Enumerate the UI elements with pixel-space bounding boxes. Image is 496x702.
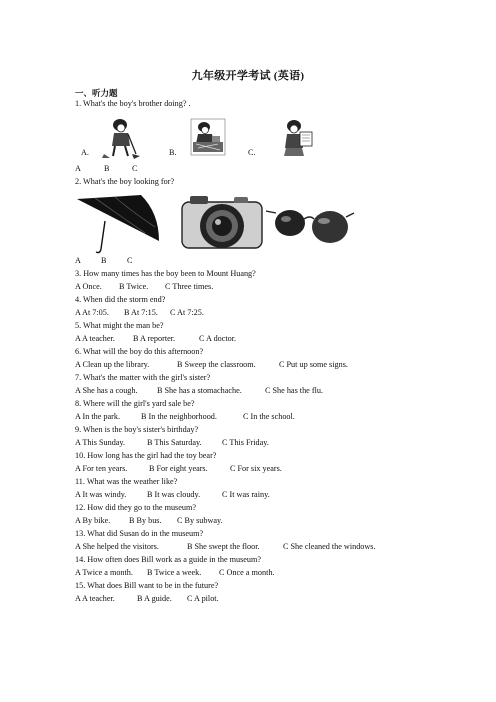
q10-option-c[interactable]: C For six years. <box>230 464 282 473</box>
q2-answer-row <box>75 256 132 266</box>
q4-options <box>75 308 204 318</box>
q2-option-b[interactable]: B <box>101 256 107 265</box>
question-11: 11. What was the weather like? <box>75 477 178 486</box>
q12-option-a[interactable]: A By bike. <box>75 516 111 525</box>
q14-options <box>75 568 274 578</box>
q10-option-b[interactable]: B For eight years. <box>149 464 208 473</box>
q13-option-b[interactable]: B She swept the floor. <box>187 542 260 551</box>
q10-options <box>75 464 282 474</box>
q15-option-a[interactable]: A A teacher. <box>75 594 115 603</box>
q12-options <box>75 516 223 526</box>
q4-option-c[interactable]: C At 7:25. <box>170 308 204 317</box>
boy-reading-icon <box>282 118 316 158</box>
q1-option-c[interactable]: C <box>132 164 138 173</box>
q3-options <box>75 282 213 292</box>
q15-option-b[interactable]: B A guide. <box>137 594 172 603</box>
q2-option-c[interactable]: C <box>127 256 133 265</box>
q7-options <box>75 386 323 396</box>
boy-at-desk-icon <box>190 118 226 156</box>
q7-option-a[interactable]: A She has a cough. <box>75 386 138 395</box>
question-8: 8. Where will the girl's yard sale be? <box>75 399 195 408</box>
question-5: 5. What might the man be? <box>75 321 164 330</box>
page-title: 九年级开学考试 (英语) <box>191 70 305 82</box>
q10-option-a[interactable]: A For ten years. <box>75 464 128 473</box>
q11-options <box>75 490 270 500</box>
q7-option-b[interactable]: B She has a stomachache. <box>157 386 242 395</box>
camera-icon <box>178 192 266 256</box>
q6-option-c[interactable]: C Put up some signs. <box>279 360 348 369</box>
section-heading: 一、听力题 <box>75 88 118 98</box>
q7-option-c[interactable]: C She has the flu. <box>265 386 323 395</box>
question-15: 15. What does Bill want to be in the future? <box>75 581 219 590</box>
q9-option-c[interactable]: C This Friday. <box>222 438 269 447</box>
q13-option-c[interactable]: C She cleaned the windows. <box>283 542 376 551</box>
q4-option-a[interactable]: A At 7:05. <box>75 308 109 317</box>
question-13: 13. What did Susan do in the museum? <box>75 529 204 538</box>
q9-option-a[interactable]: A This Sunday. <box>75 438 126 447</box>
q1-answer-row <box>75 164 137 174</box>
q11-option-a[interactable]: A It was windy. <box>75 490 127 499</box>
sweeping-boy-icon <box>100 116 140 160</box>
q6-option-b[interactable]: B Sweep the classroom. <box>177 360 256 369</box>
q9-options <box>75 438 269 448</box>
question-9: 9. When is the boy's sister's birthday? <box>75 425 199 434</box>
q12-option-c[interactable]: C By subway. <box>177 516 223 525</box>
question-1: 1. What's the boy's brother doing? . <box>75 99 191 108</box>
q8-options <box>75 412 295 422</box>
q3-option-b[interactable]: B Twice. <box>119 282 149 291</box>
question-4: 4. When did the storm end? <box>75 295 166 304</box>
q14-option-b[interactable]: B Twice a week. <box>147 568 202 577</box>
q5-option-b[interactable]: B A reporter. <box>133 334 176 343</box>
sunglasses-icon <box>266 205 356 245</box>
q8-option-b[interactable]: B In the neighborhood. <box>141 412 217 421</box>
q14-option-a[interactable]: A Twice a month. <box>75 568 133 577</box>
question-6: 6. What will the boy do this afternoon? <box>75 347 204 356</box>
question-3: 3. How many times has the boy been to Mount Huang? <box>75 269 256 278</box>
q3-option-a[interactable]: A Once. <box>75 282 102 291</box>
q1-option-b[interactable]: B <box>104 164 110 173</box>
q3-option-c[interactable]: C Three times. <box>165 282 214 291</box>
q6-options <box>75 360 348 370</box>
q8-option-c[interactable]: C In the school. <box>243 412 295 421</box>
umbrella-icon <box>75 193 163 255</box>
q1-option-a[interactable]: A <box>75 164 81 173</box>
q15-options <box>75 594 219 604</box>
question-7: 7. What's the matter with the girl's sister? <box>75 373 211 382</box>
q8-option-a[interactable]: A In the park. <box>75 412 121 421</box>
q13-options <box>75 542 376 552</box>
q4-option-b[interactable]: B At 7:15. <box>124 308 158 317</box>
question-10: 10. How long has the girl had the toy bear? <box>75 451 217 460</box>
question-14: 14. How often does Bill work as a guide in the museum? <box>75 555 262 564</box>
q5-options <box>75 334 236 344</box>
q13-option-a[interactable]: A She helped the visitors. <box>75 542 159 551</box>
q5-option-c[interactable]: C A doctor. <box>199 334 237 343</box>
q1-image-label-c: C. <box>248 148 256 157</box>
q14-option-c[interactable]: C Once a month. <box>219 568 275 577</box>
q1-image-label-b: B. <box>169 148 177 157</box>
q1-image-label-a: A. <box>81 148 89 157</box>
q9-option-b[interactable]: B This Saturday. <box>147 438 202 447</box>
q11-option-b[interactable]: B It was cloudy. <box>147 490 201 499</box>
q11-option-c[interactable]: C It was rainy. <box>222 490 270 499</box>
q6-option-a[interactable]: A Clean up the library. <box>75 360 150 369</box>
q5-option-a[interactable]: A A teacher. <box>75 334 115 343</box>
question-2: 2. What's the boy looking for? <box>75 177 175 186</box>
q15-option-c[interactable]: C A pilot. <box>187 594 219 603</box>
q12-option-b[interactable]: B By bus. <box>129 516 162 525</box>
question-12: 12. How did they go to the museum? <box>75 503 196 512</box>
q2-option-a[interactable]: A <box>75 256 81 265</box>
